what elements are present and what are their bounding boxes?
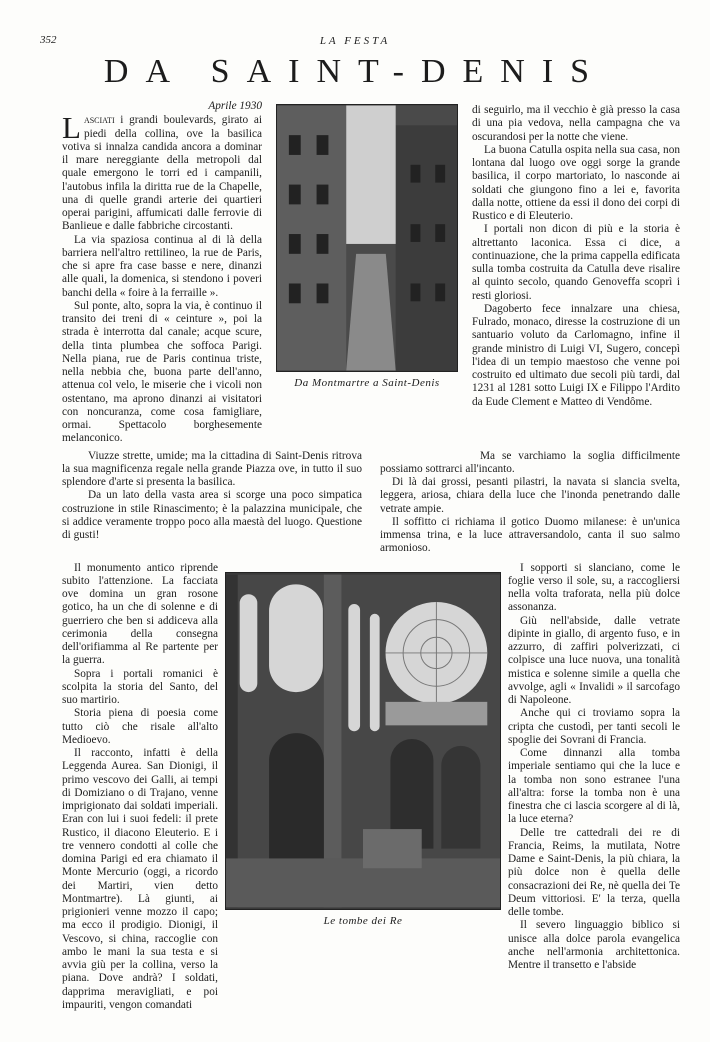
paragraph: Il racconto, infatti è della Leggenda Aurea. San Dionigi, il primo vescovo dei Galli, ai tempi di Domiziano o di Trajano, venne imprigionato dai soldati imperiali. Eran con lui i suoi fedeli: il prete Rustico, il diacono Eleuterio. E i tre vennero condotti al colle che domina Parigi ed era chiamato il Monte Mercurio (oggi, a ricordo dei Martiri, vien detto Montmartre). Là giunti, ai prigionieri venne mozzo il capo; ma ecco il prodigio. Dionigi, il Vescovo, si china, raccoglie con ambo le mani la sua testa e si avvia giù per la collina, verso la piana. Dove andrà? I soldati, dapprima meravigliati, e poi impauriti, vengon comandati: [62, 747, 218, 1011]
dateline: Aprile 1930: [208, 100, 262, 112]
page-number: 352: [40, 34, 57, 46]
photo-montmartre-street: [276, 104, 458, 372]
middle-right-text: [380, 450, 680, 556]
figure-caption: Le tombe dei Re: [323, 914, 403, 927]
paragraph: La buona Catulla ospita nella sua casa, non lontana dal luogo ove oggi sorge la grande basilica, il corpo martoriato, lo nasconde ai soldati che giungono fino a lei e, favorita dalla notte, ottiene da essi il dono dei corpi di Rustico e di Eleuterio.: [472, 143, 680, 222]
paragraph: [62, 110, 262, 233]
paragraph: Sopra i portali romanici è scolpita la storia del Santo, del suo martirio.: [62, 667, 218, 706]
page-header: [40, 30, 680, 50]
paragraph-text: i grandi boulevards, girato ai piedi della collina, ove la basilica votiva si innalza candida ancora a dominar il mare nereggiante della metropoli dal quale emergono le torri ed i campanili, l'autobus infila la diritta rue de la Chapelle, una di quelle grandi arterie dei quartieri operai parigini, affumicati dalle ferrovie di Banlieue e dalle fabbriche circostanti.: [62, 114, 262, 233]
paragraph: Viuzze strette, umide; ma la cittadina di Saint-Denis ritrova la sua magnificenza regale nella grande Piazza ove, in tutto il suo splendore d'arte si presenta la basilica.: [62, 449, 362, 488]
paragraph: Il soffitto ci richiama il gotico Duomo milanese: è un'unica immensa trina, e la luce attraversandolo, canta il suo salmo armonioso.: [380, 515, 680, 555]
paragraph: Da un lato della vasta area si scorge una poco simpatica costruzione in stile Rinascimento; è la palazzina municipale, che si addice veramente troppo poco alla maestà del luogo. Questione di gusti!: [62, 489, 362, 541]
paragraph: Il severo linguaggio biblico si unisce alla dolce parola evangelica anche nell'armonia architettonica. Mentre il transetto e l'abside: [508, 919, 680, 971]
photo-royal-tombs: [225, 572, 501, 910]
paragraph: I sopporti si slanciano, come le foglie verso il sole, su, a raccogliersi nella volta traforata, nella più dolce assonanza.: [508, 561, 680, 614]
right-column-top: [472, 104, 680, 409]
paragraph: di seguirlo, ma il vecchio è già presso la casa di una pia vedova, nella campagna che va oscurandosi per la notte che viene.: [472, 104, 680, 143]
paragraph: Storia piena di poesia come tutto ciò che risale all'alto Medioevo.: [62, 707, 218, 746]
paragraph: Anche qui ci troviamo sopra la cripta che custodì, per tanti secoli le spoglie dei Sovrani di Francia.: [508, 707, 680, 746]
right-column-bottom: [508, 562, 680, 973]
paragraph: Dagoberto fece innalzare una chiesa, Fulrado, monaco, diresse la costruzione di un santuario voluto da Carlomagno, infine il grande ministro di Luigi VI, Sugero, concepì l'idea di un tempio maestoso che venne poi costruito ed ultimato due secoli più tardi, dal 1231 al 1281 sotto Luigi IX e Filippo l'Ardito da Eude Clement e Matteo di Vendôme.: [472, 302, 680, 408]
left-column-bottom: [62, 562, 218, 1013]
middle-left-text: [62, 450, 362, 543]
middle-row: [62, 450, 680, 556]
figure-caption: Da Montmartre a Saint-Denis: [294, 377, 440, 389]
paragraph: Di là dai grossi, pesanti pilastri, la navata si slancia svelta, leggera, ariosa, chiara della luce che l'inonda penetrando dalle vetrate ampie.: [380, 476, 680, 515]
paragraph: Sul ponte, alto, sopra la via, è continuo il transito dei treni di « ceinture », poi la strada è interrotta dal canale; acque scure, della tinta plumbea che soffoca Parigi. Nella piana, rue de Paris continua triste, nella nebbia che, buona parte dell'anno, attenua col velo, le miserie che i vicoli non ostentano, ma aprono dinanzi ai visitatori con noncuranza, come cosa famigliare, ormai. Spettacolo borghesemente melanconico.: [62, 299, 262, 445]
figure-royal-tombs: [225, 572, 501, 928]
running-title: LA FESTA: [319, 35, 391, 47]
bottom-row: [62, 562, 680, 1013]
lead-word: asciati: [83, 114, 115, 127]
top-row: [62, 100, 680, 446]
paragraph: Delle tre cattedrali dei re di Francia, Reims, la mutilata, Notre Dame e Saint-Denis, la più chiara, la più dolce non è quella delle consacrazioni dei Re, nè quella dei Te Deum vittoriosi. E' la terza, quella delle tombe.: [508, 826, 680, 918]
paragraph: Giù nell'abside, dalle vetrate dipinte in giallo, di argento fuso, e in azzurro, di zaffiri polverizzati, ci colpisce una luce nuova, una tonalità mistica e solenne simile a quella che avvolge, agli « Invalidi » il sarcofago di Napoleone.: [508, 614, 680, 706]
paragraph: Il monumento antico riprende subito l'attenzione. La facciata ove domina un gran rosone gotico, ha un che di solenne e di guerriero che ben si addiceva alla cerimonia della consegna dell'orifiamma al Re partente per la guerra.: [62, 561, 218, 667]
article-title: DA SAINT-DENIS: [103, 53, 607, 90]
figure-montmartre: [276, 104, 458, 390]
paragraph: I portali non dicon di più e la storia è altrettanto laconica. Essa ci dice, a continuazione, che la prima cappella edificata sulla tomba costruita da Catulla deve risalire al quinto secolo, quando Genoveffa scoprì i resti gloriosi.: [472, 223, 680, 302]
drop-cap: L: [62, 110, 81, 146]
paragraph: Ma se varchiamo la soglia difficilmente possiamo sottrarci all'incanto.: [380, 449, 680, 475]
paragraph: Come dinnanzi alla tomba imperiale sentiamo qui che la luce e la tomba non sono estranee l'una all'altra: forse la tomba non è una finestra che ci lascia scorgere al di là, la luce eterna?: [508, 747, 680, 826]
paragraph: La via spaziosa continua al di là della barriera nell'altro rettilineo, la rue de Paris, che si apre fra case basse e nere, dinanzi alle quali, la domenica, si stendono i poveri banchi della « foire à la ferraille ».: [62, 233, 262, 299]
left-column-top: [62, 100, 262, 446]
